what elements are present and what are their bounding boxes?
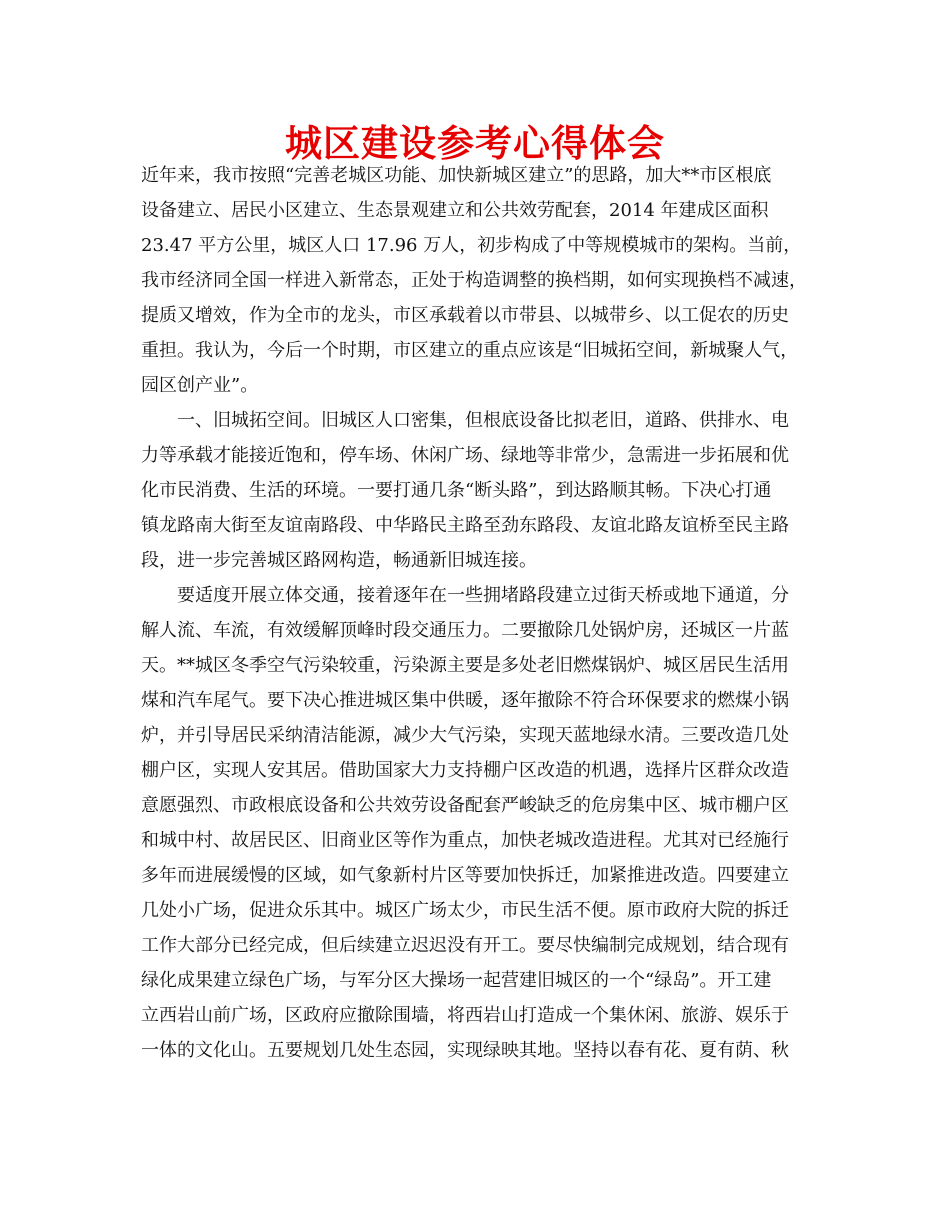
text-line: 一体的文化山。五要规划几处生态园，实现绿映其地。坚持以春有花、夏有荫、秋	[141, 1040, 789, 1061]
text-line: 炉，并引导居民采纳清洁能源，减少大气污染，实现天蓝地绿水清。三要改造几处	[141, 725, 789, 746]
paragraph-intro	[141, 158, 824, 403]
text-line: 我市经济同全国一样进入新常态，正处于构造调整的换档期，如何实现换档不减速，	[141, 270, 807, 291]
text-line: 多年而进展缓慢的区域，如气象新村片区等要加快拆迁，加紧推进改造。四要建立	[141, 865, 789, 886]
text-line: 解人流、车流，有效缓解顶峰时段交通压力。二要撤除几处锅炉房，还城区一片蓝	[141, 620, 789, 641]
text-line: 一、旧城拓空间。旧城区人口密集，但根底设备比拟老旧，道路、供排水、电	[177, 410, 789, 431]
text-line: 和城中村、故居民区、旧商业区等作为重点，加快老城改造进程。尤其对已经施行	[141, 830, 789, 851]
text-line: 要适度开展立体交通，接着逐年在一些拥堵路段建立过街天桥或地下通道，分	[177, 585, 789, 606]
text-line: 煤和汽车尾气。要下决心推进城区集中供暖，逐年撤除不符合环保要求的燃煤小锅	[141, 690, 789, 711]
paragraph-old-city	[141, 403, 824, 578]
text-line: 23.47 平方公里，城区人口 17.96 万人，初步构成了中等规模城市的架构。当前，	[141, 235, 802, 256]
text-line: 天。**城区冬季空气污染较重，污染源主要是多处老旧燃煤锅炉、城区居民生活用	[141, 655, 789, 676]
paragraph-traffic	[141, 578, 824, 1068]
text-line: 意愿强烈、市政根底设备和公共效劳设备配套严峻缺乏的危房集中区、城市棚户区	[141, 795, 789, 816]
text-line: 重担。我认为，今后一个时期，市区建立的重点应该是“旧城拓空间，新城聚人气，	[141, 340, 799, 361]
text-line: 园区创产业”。	[141, 375, 259, 396]
text-line: 力等承载才能接近饱和，停车场、休闲广场、绿地等非常少，急需进一步拓展和优	[141, 445, 789, 466]
text-line: 绿化成果建立绿色广场，与军分区大操场一起营建旧城区的一个“绿岛”。开工建	[141, 970, 772, 991]
text-line: 镇龙路南大街至友谊南路段、中华路民主路至劲东路段、友谊北路友谊桥至民主路	[141, 515, 789, 536]
text-line: 立西岩山前广场，区政府应撤除围墙，将西岩山打造成一个集休闲、旅游、娱乐于	[141, 1005, 789, 1026]
text-line: 段，进一步完善城区路网构造，畅通新旧城连接。	[141, 550, 537, 571]
text-line: 设备建立、居民小区建立、生态景观建立和公共效劳配套，2014 年建成区面积	[141, 200, 769, 221]
text-line: 工作大部分已经完成，但后续建立迟迟没有开工。要尽快编制完成规划，结合现有	[141, 935, 789, 956]
text-line: 几处小广场，促进众乐其中。城区广场太少，市民生活不便。原市政府大院的拆迁	[141, 900, 789, 921]
text-line: 棚户区，实现人安其居。借助国家大力支持棚户区改造的机遇，选择片区群众改造	[141, 760, 789, 781]
document-body	[141, 158, 824, 1068]
document-title: 城区建设参考心得体会	[285, 122, 665, 165]
text-line: 提质又增效，作为全市的龙头，市区承载着以市带县、以城带乡、以工促农的历史	[141, 305, 789, 326]
text-line: 近年来，我市按照“完善老城区功能、加快新城区建立”的思路，加大**市区根底	[141, 165, 772, 186]
text-line: 化市民消费、生活的环境。一要打通几条“断头路”，到达路顺其畅。下决心打通	[141, 480, 772, 501]
